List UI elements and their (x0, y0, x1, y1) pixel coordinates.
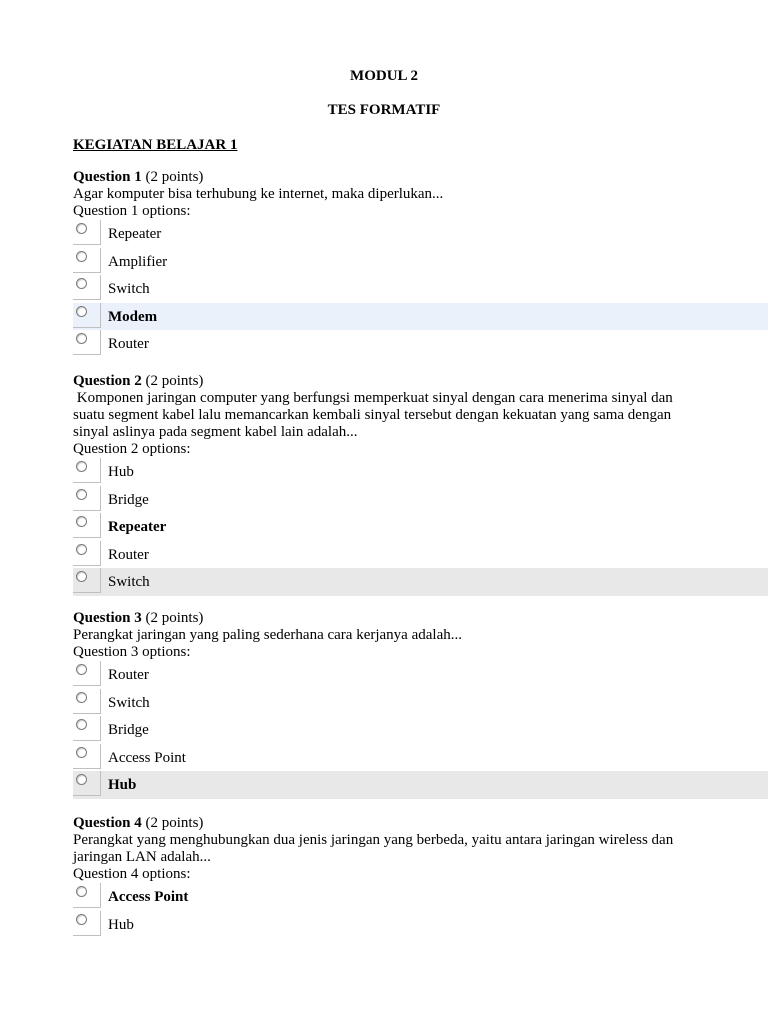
options-label: Question 1 options: (73, 203, 191, 219)
radio-cell (73, 541, 101, 566)
option-label: Switch (108, 281, 150, 297)
radio-button-icon[interactable] (76, 747, 87, 758)
option-label: Switch (108, 694, 150, 711)
options-list (73, 661, 768, 799)
radio-cell (73, 716, 101, 741)
option-row[interactable] (73, 275, 768, 303)
option-row[interactable] (73, 911, 768, 939)
radio-cell (73, 248, 101, 273)
options-list (73, 883, 768, 938)
question-points: (2 points) (145, 373, 204, 389)
option-row[interactable] (73, 248, 768, 276)
radio-button-icon[interactable] (76, 719, 87, 730)
option-row[interactable] (73, 513, 768, 541)
option-row[interactable] (73, 458, 768, 486)
question-points: (2 points) (145, 815, 204, 831)
question-header (73, 610, 768, 627)
option-label: Bridge (108, 491, 149, 508)
radio-cell (73, 275, 101, 300)
test-title: TES FORMATIF (327, 102, 441, 118)
radio-button-icon[interactable] (76, 489, 87, 500)
radio-cell (73, 568, 101, 593)
radio-cell (73, 771, 101, 796)
options-list (73, 458, 768, 596)
option-row[interactable] (73, 744, 768, 772)
option-row[interactable] (73, 771, 768, 799)
option-row[interactable] (73, 486, 768, 514)
question-text: Perangkat yang menghubungkan dua jenis jaringan yang berbeda, yaitu antara jaringan wireless dan jaringan LAN adalah... (73, 832, 677, 865)
option-row[interactable] (73, 689, 768, 717)
module-title: MODUL 2 (350, 68, 418, 84)
radio-cell (73, 458, 101, 483)
option-label: Switch (108, 574, 150, 590)
question-points: (2 points) (145, 610, 204, 626)
radio-button-icon[interactable] (76, 251, 87, 262)
option-label: Router (108, 336, 149, 352)
option-label: Hub (108, 464, 134, 480)
option-label: Bridge (108, 722, 149, 738)
question-3 (73, 610, 768, 799)
radio-cell (73, 689, 101, 714)
radio-button-icon[interactable] (76, 774, 87, 785)
option-row[interactable] (73, 883, 768, 911)
option-row[interactable] (73, 330, 768, 358)
question-header (73, 373, 768, 390)
question-points: (2 points) (145, 169, 204, 185)
option-label: Repeater (108, 519, 167, 535)
option-row[interactable] (73, 661, 768, 689)
radio-cell (73, 303, 101, 328)
option-label: Router (108, 546, 149, 563)
radio-button-icon[interactable] (76, 664, 87, 675)
radio-button-icon[interactable] (76, 571, 87, 582)
option-row[interactable] (73, 303, 768, 331)
question-text: Perangkat jaringan yang paling sederhana cara kerjanya adalah... (73, 627, 462, 643)
radio-button-icon[interactable] (76, 278, 87, 289)
question-header (73, 815, 768, 832)
option-label: Repeater (108, 226, 162, 242)
radio-button-icon[interactable] (76, 223, 87, 234)
radio-cell (73, 220, 101, 245)
radio-button-icon[interactable] (76, 516, 87, 527)
radio-button-icon[interactable] (76, 544, 87, 555)
radio-cell (73, 911, 101, 936)
options-label: Question 3 options: (73, 644, 191, 660)
question-text: Agar komputer bisa terhubung ke internet, maka diperlukan... (73, 186, 444, 202)
radio-button-icon[interactable] (76, 692, 87, 703)
question-4 (73, 815, 768, 938)
option-label: Access Point (108, 889, 189, 905)
option-label: Router (108, 667, 149, 683)
option-label: Access Point (108, 749, 186, 766)
section-heading: KEGIATAN BELAJAR 1 (73, 137, 238, 153)
radio-button-icon[interactable] (76, 914, 87, 925)
radio-button-icon[interactable] (76, 886, 87, 897)
question-1 (73, 169, 768, 358)
option-row[interactable] (73, 716, 768, 744)
question-number: Question 3 (73, 610, 142, 626)
radio-cell (73, 486, 101, 511)
option-label: Amplifier (108, 253, 168, 270)
options-list (73, 220, 768, 358)
radio-button-icon[interactable] (76, 306, 87, 317)
question-2 (73, 373, 768, 596)
question-header (73, 169, 768, 186)
question-number: Question 4 (73, 815, 142, 831)
question-text: Komponen jaringan computer yang berfungsi memperkuat sinyal dengan cara menerima sinyal dan suatu segment kabel lalu memancarkan kembali sinyal tersebut dengan kekuatan yang sama dengan sinyal aslinya pada segment kabel lain adalah... (73, 390, 677, 440)
option-label: Hub (108, 777, 137, 793)
radio-button-icon[interactable] (76, 461, 87, 472)
option-row[interactable] (73, 568, 768, 596)
options-label: Question 2 options: (73, 441, 191, 457)
question-number: Question 2 (73, 373, 142, 389)
radio-cell (73, 883, 101, 908)
radio-cell (73, 661, 101, 686)
radio-cell (73, 330, 101, 355)
radio-button-icon[interactable] (76, 333, 87, 344)
radio-cell (73, 513, 101, 538)
option-label: Hub (108, 916, 134, 933)
options-label: Question 4 options: (73, 866, 191, 882)
option-row[interactable] (73, 220, 768, 248)
option-row[interactable] (73, 541, 768, 569)
radio-cell (73, 744, 101, 769)
question-number: Question 1 (73, 169, 142, 185)
option-label: Modem (108, 308, 158, 325)
